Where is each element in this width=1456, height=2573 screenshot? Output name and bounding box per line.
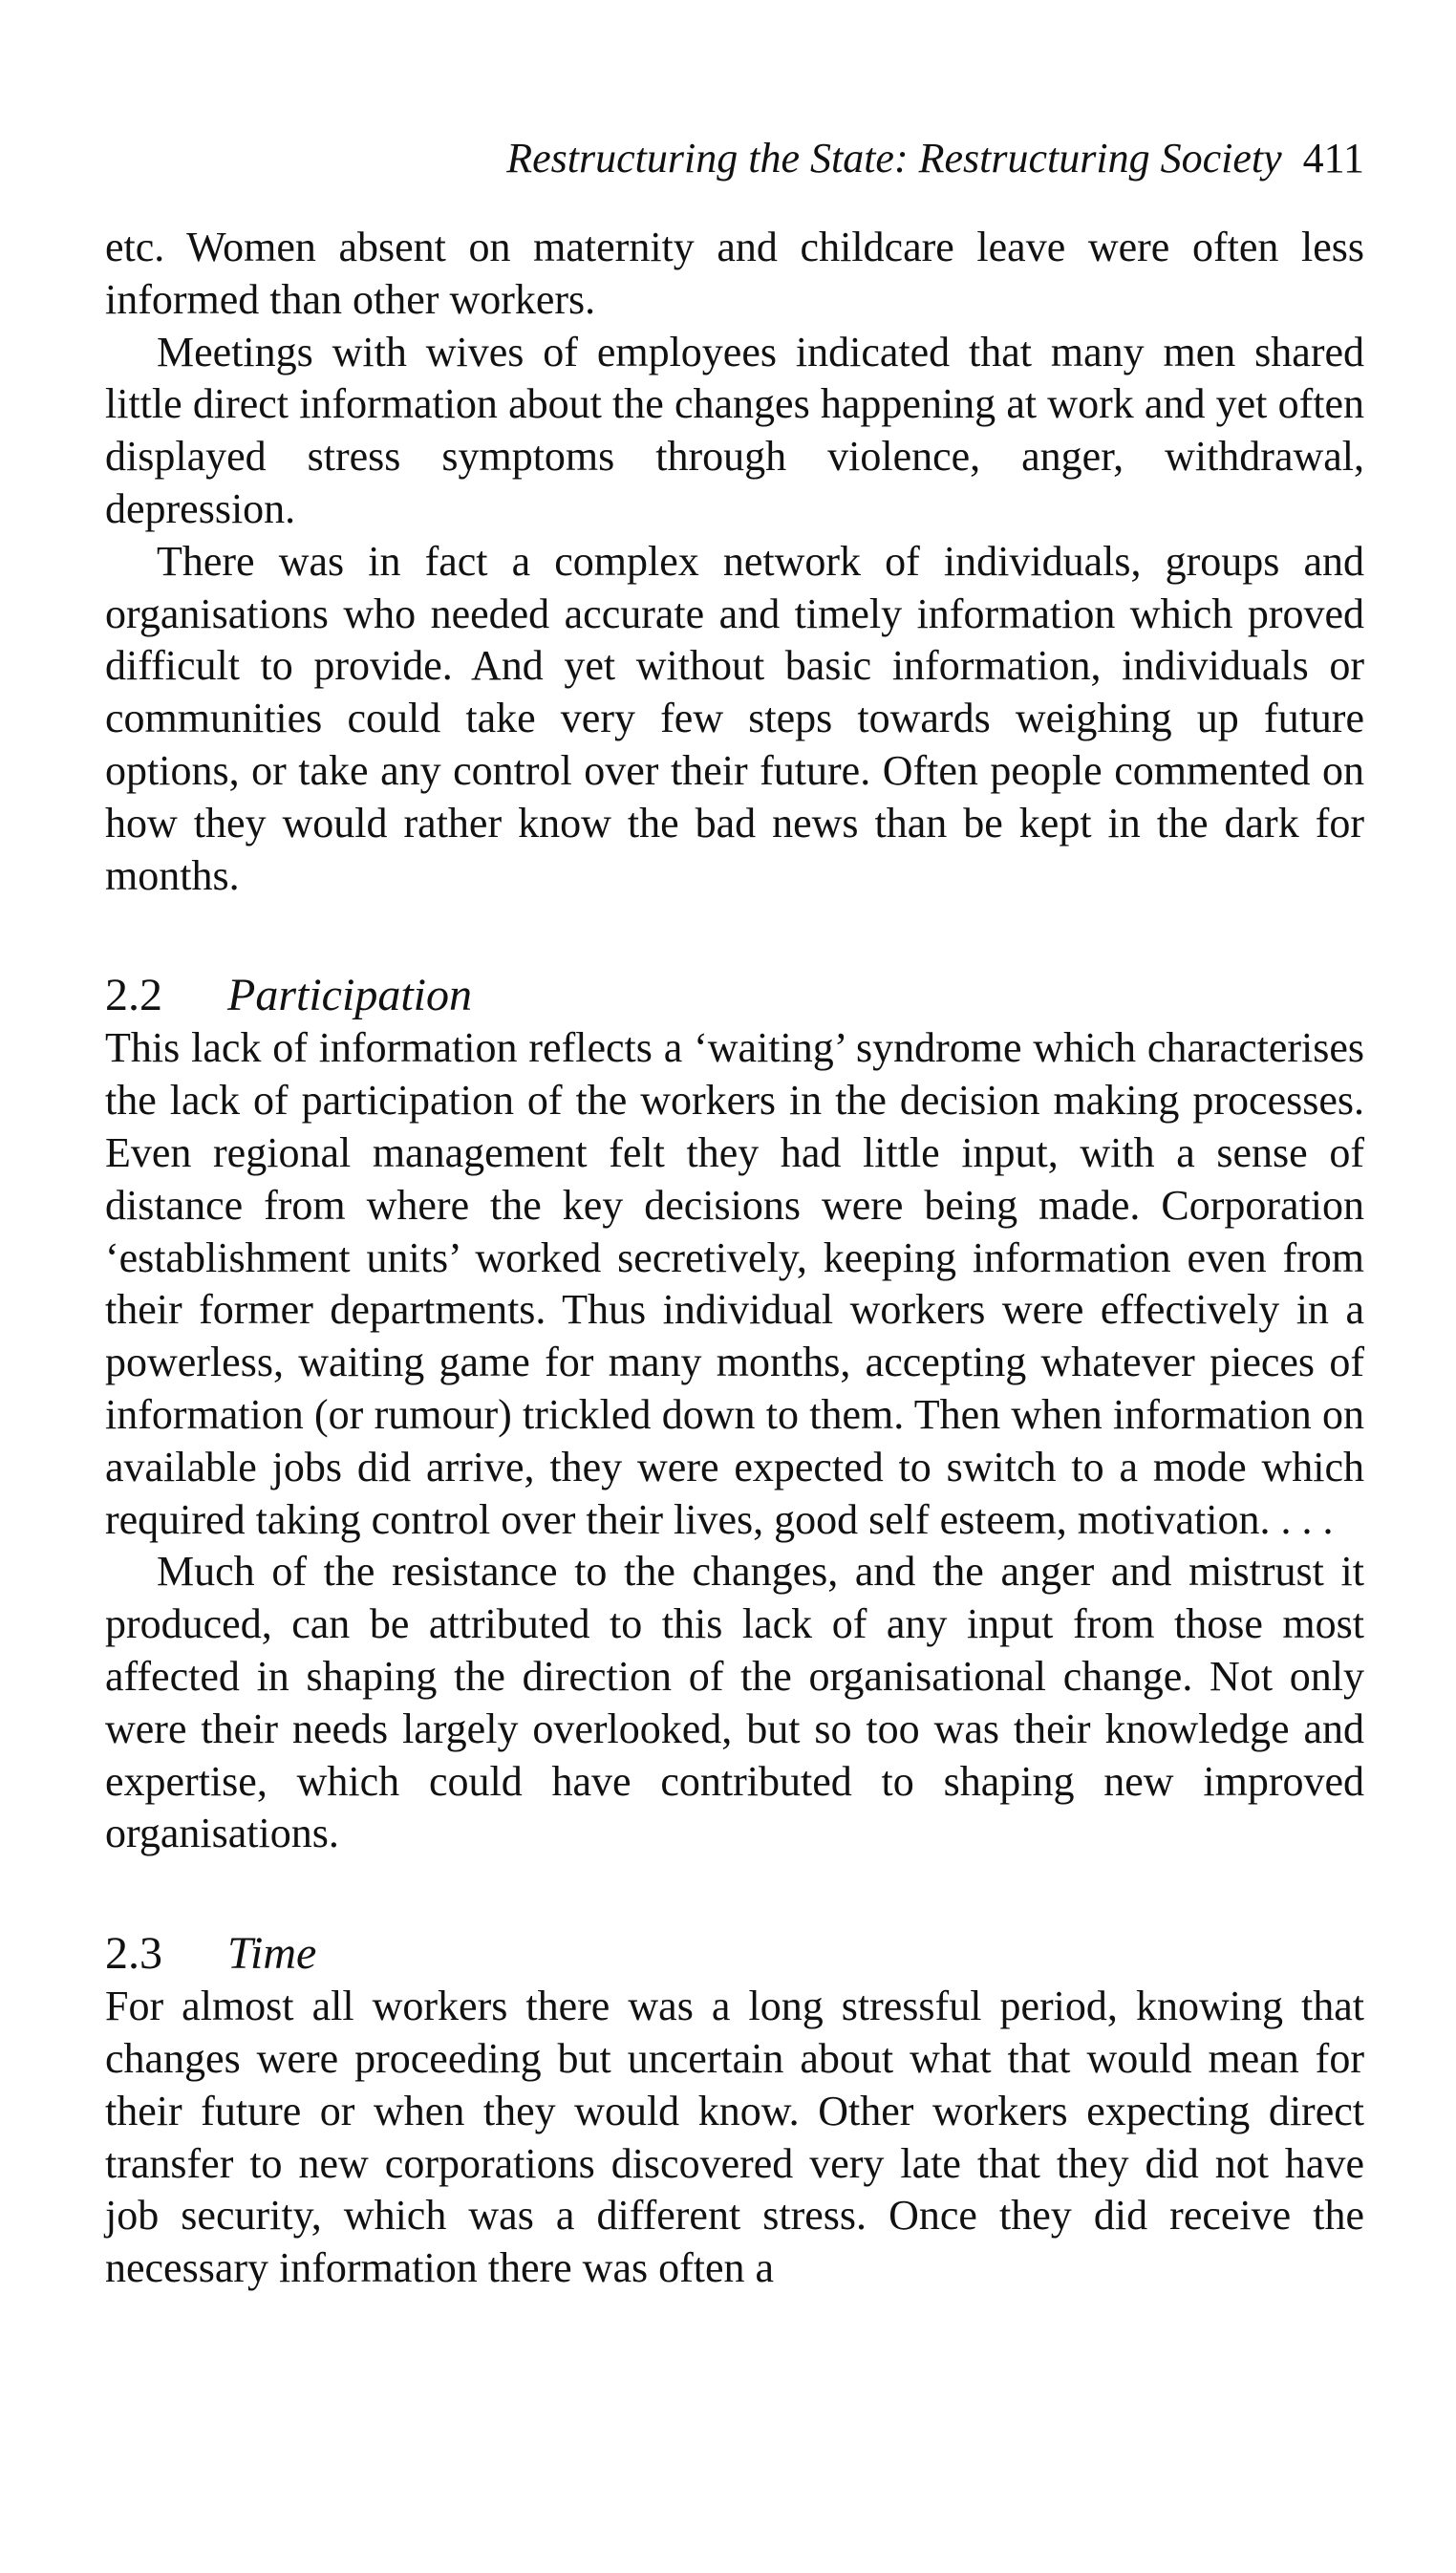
- section-number: 2.2: [105, 970, 162, 1021]
- section-heading-time: [105, 1927, 1364, 1981]
- section-heading-participation: [105, 969, 1364, 1022]
- paragraph-waiting-syndrome: This lack of information reflects a ‘waiting’ syndrome which characterises the lack of participation of the workers in the decision making processes. Even regional management felt they had little input, with a sense of distance from where the key decisions were being made. Corporation ‘establishment units’ worked secretively, keeping information even from their former departments. Thus individual workers were effectively in a powerless, waiting game for many months, accepting whatever pieces of information (or rumour) trickled down to them. Then when information on available jobs did arrive, they were expected to switch to a mode which required taking control over their lives, good self esteem, motivation. . . .: [105, 1024, 1364, 1543]
- running-title: Restructuring the State: Restructuring Society: [506, 135, 1282, 182]
- paragraph-wives-meetings: Meetings with wives of employees indicated that many men shared little direct information about the changes happening at work and yet often displayed stress symptoms through violence, anger, withdrawal, depression.: [105, 328, 1364, 532]
- section-title: Time: [227, 1928, 317, 1980]
- body-text: [105, 222, 1364, 2295]
- paragraph-continuation: etc. Women absent on maternity and childcare leave were often less informed than other workers.: [105, 224, 1364, 323]
- paragraph-stressful-period: For almost all workers there was a long stressful period, knowing that changes were proceeding but uncertain about what that would mean for their future or when they would know. Other workers expecting direct transfer to new corporations discovered very late that they did not have job security, which was a different stress. Once they did receive the necessary information there was often a: [105, 1983, 1364, 2292]
- running-header: [105, 130, 1364, 187]
- page-number: 411: [1302, 135, 1364, 182]
- section-title: Participation: [227, 970, 472, 1021]
- section-number: 2.3: [105, 1928, 162, 1980]
- paragraph-resistance: Much of the resistance to the changes, and the anger and mistrust it produced, can be attributed to this lack of any input from those most affected in shaping the direction of the organisational change. Not only were their needs largely overlooked, but so too was their knowledge and expertise, which could have contributed to shaping new improved organisations.: [105, 1548, 1364, 1857]
- paragraph-information-network: There was in fact a complex network of individuals, groups and organisations who needed accurate and timely information which proved difficult to provide. And yet without basic information, individuals or communities could take very few steps towards weighing up future options, or take any control over their future. Often people commented on how they would rather know the bad news than be kept in the dark for months.: [105, 537, 1364, 899]
